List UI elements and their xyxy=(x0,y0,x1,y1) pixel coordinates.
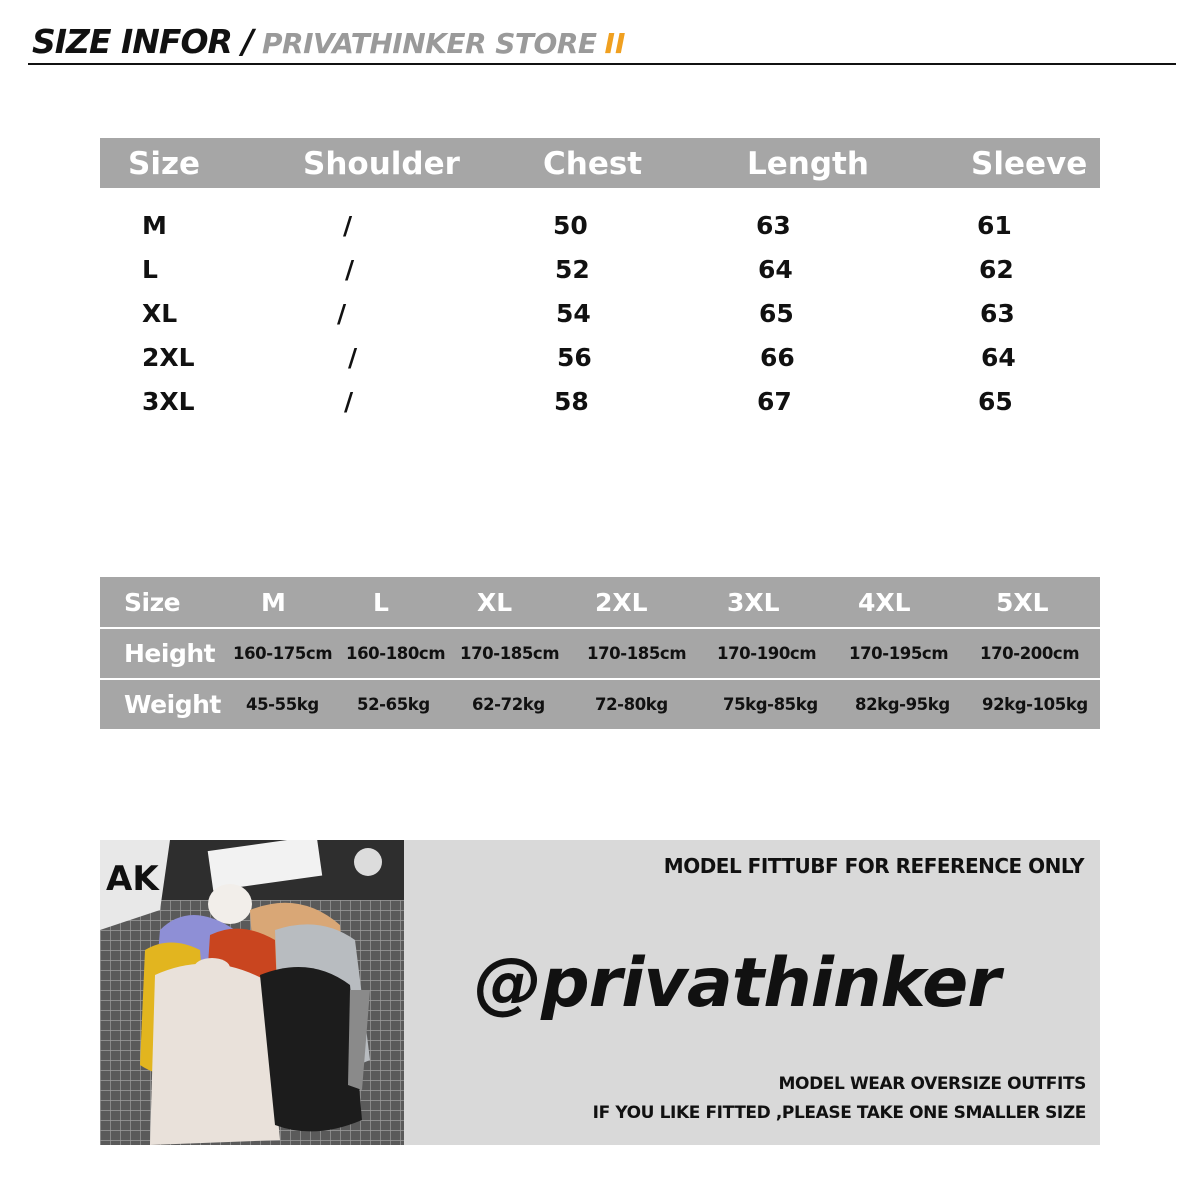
sweater xyxy=(260,967,362,1131)
height-value: 170-200cm xyxy=(980,644,1080,663)
measure-table-header xyxy=(100,138,1100,188)
header-divider xyxy=(28,63,1176,65)
fit-size: XL xyxy=(477,587,513,617)
fit-size: 2XL xyxy=(595,587,648,617)
svg-text:AK: AK xyxy=(106,859,159,899)
cell-size: M xyxy=(142,211,167,240)
cell-sleeve: 64 xyxy=(981,343,1016,372)
cell-chest: 58 xyxy=(554,387,589,416)
cell-length: 65 xyxy=(759,299,794,328)
weight-value: 92kg-105kg xyxy=(982,695,1088,714)
table-row xyxy=(100,204,1100,248)
store-mark: II xyxy=(604,27,626,60)
fit-table xyxy=(100,577,1100,729)
col-shoulder: Shoulder xyxy=(303,146,460,182)
cell-sleeve: 65 xyxy=(978,387,1013,416)
cell-shoulder: / xyxy=(345,255,355,284)
page-header xyxy=(32,22,625,62)
fit-row-size xyxy=(100,577,1100,627)
weight-value: 52-65kg xyxy=(357,695,430,714)
cell-size: L xyxy=(142,255,158,284)
store-name: PRIVATHINKER STORE xyxy=(261,27,597,60)
oversize-note: MODEL WEAR OVERSIZE OUTFITS xyxy=(778,1074,1086,1094)
table-row xyxy=(100,380,1100,424)
sweaters-photo xyxy=(100,840,404,1145)
fit-size: M xyxy=(261,587,286,617)
fit-size: 5XL xyxy=(996,587,1049,617)
col-size: Size xyxy=(128,146,201,182)
cell-size: XL xyxy=(142,299,178,328)
col-chest: Chest xyxy=(543,146,643,182)
row-label-height: Height xyxy=(124,639,216,668)
col-length: Length xyxy=(747,146,869,182)
sweater xyxy=(208,884,252,924)
weight-value: 62-72kg xyxy=(472,695,545,714)
sweater xyxy=(150,964,280,1145)
height-value: 170-185cm xyxy=(460,644,560,663)
fit-size: L xyxy=(373,587,389,617)
cell-length: 66 xyxy=(760,343,795,372)
cell-size: 2XL xyxy=(142,343,195,372)
weight-value: 75kg-85kg xyxy=(723,695,818,714)
page-title: SIZE INFOR xyxy=(32,22,232,61)
cell-sleeve: 61 xyxy=(977,211,1012,240)
table-row xyxy=(100,248,1100,292)
weight-value: 72-80kg xyxy=(595,695,668,714)
height-value: 170-185cm xyxy=(587,644,687,663)
brand-handle: @privathinker xyxy=(474,944,1000,1023)
cell-length: 63 xyxy=(756,211,791,240)
weight-value: 82kg-95kg xyxy=(855,695,950,714)
title-separator: / xyxy=(241,22,254,61)
cell-shoulder: / xyxy=(337,299,347,328)
cell-chest: 50 xyxy=(553,211,588,240)
height-value: 160-180cm xyxy=(346,644,446,663)
fit-size: 4XL xyxy=(858,587,911,617)
cell-chest: 52 xyxy=(555,255,590,284)
model-banner xyxy=(100,840,1100,1145)
sweaters-illustration xyxy=(100,840,404,1145)
fit-row-height xyxy=(100,627,1100,678)
height-value: 160-175cm xyxy=(233,644,333,663)
fit-size: 3XL xyxy=(727,587,780,617)
height-value: 170-190cm xyxy=(717,644,817,663)
row-label-weight: Weight xyxy=(124,690,221,719)
fitting-advice: IF YOU LIKE FITTED ,PLEASE TAKE ONE SMALLER SIZE xyxy=(592,1103,1086,1123)
measure-table-body xyxy=(100,204,1100,424)
cell-length: 67 xyxy=(757,387,792,416)
col-sleeve: Sleeve xyxy=(971,146,1088,182)
cell-size: 3XL xyxy=(142,387,195,416)
cell-chest: 54 xyxy=(556,299,591,328)
cell-chest: 56 xyxy=(557,343,592,372)
row-label-size: Size xyxy=(124,587,181,617)
height-value: 170-195cm xyxy=(849,644,949,663)
table-row xyxy=(100,336,1100,380)
table-row xyxy=(100,292,1100,336)
cell-shoulder: / xyxy=(348,343,358,372)
cell-length: 64 xyxy=(758,255,793,284)
reference-note: MODEL FITTUBF FOR REFERENCE ONLY xyxy=(663,854,1084,878)
cell-sleeve: 63 xyxy=(980,299,1015,328)
cell-sleeve: 62 xyxy=(979,255,1014,284)
weight-value: 45-55kg xyxy=(246,695,319,714)
cell-shoulder: / xyxy=(344,387,354,416)
fit-row-weight xyxy=(100,678,1100,729)
cell-shoulder: / xyxy=(343,211,353,240)
